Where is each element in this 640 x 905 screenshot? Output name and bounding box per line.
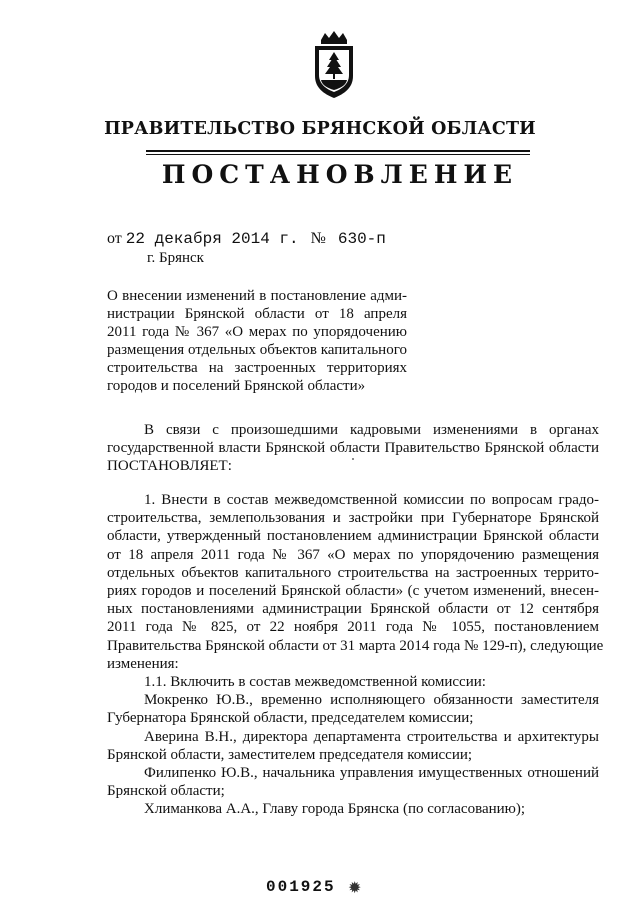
number-sign: № (310, 230, 326, 247)
item-1-1-line: Хлиманкова А.А., Главу города Брянска (по согласованию); (144, 801, 526, 818)
item-1-1-line: 1.1. Включить в состав межведомственной комиссии: (144, 674, 486, 690)
item-1-line: 2011 года № 825, от 22 ноября 2011 года № 1055, постановлением (107, 619, 599, 636)
subject-line: размещения отдельных объектов капитального (107, 342, 407, 359)
item-1-line: риях городов и поселений Брянской области» (с учетом изменений, внесен- (107, 582, 599, 599)
item-1 (107, 491, 604, 673)
document-number: 630-п (337, 230, 386, 248)
subject-line: строительства на застроенных территориях (107, 360, 407, 377)
coat-of-arms-icon (311, 30, 357, 100)
header-rule-thick (146, 150, 530, 152)
item-1-1-line: Мокренко Ю.В., временно исполняющего обязанности заместителя (144, 692, 599, 709)
item-1-line: Правительства Брянской области от 31 марта 2014 года № 129-п), следующие (107, 637, 604, 654)
document-subject (107, 287, 407, 396)
item-1-1-line: Аверина В.Н., директора департамента строительства и архитектуры (144, 728, 599, 745)
preamble (107, 421, 599, 476)
sun-mark-icon: ✹ (348, 880, 362, 897)
item-1-1-line: Брянской области; (107, 783, 225, 800)
preamble-line: государственной власти Брянской области Правительство Брянской области (107, 440, 599, 457)
preamble-line: В связи с произошедшими кадровыми изменениями в органах (144, 422, 599, 438)
scan-speck (352, 458, 354, 460)
item-1-line: отдельных объектов капитального строительства на застроенных террито- (107, 564, 599, 581)
subject-line: 2011 года № 367 «О мерах по упорядочению (107, 324, 407, 341)
government-title: ПРАВИТЕЛЬСТВО БРЯНСКОЙ ОБЛАСТИ (104, 119, 536, 139)
serial-number: 001925 (266, 878, 336, 896)
item-1-line: 1. Внести в состав межведомственной комиссии по вопросам градо- (144, 492, 599, 508)
item-1-line: изменения: (107, 655, 179, 672)
subject-line: О внесении изменений в постановление адми- (107, 288, 407, 304)
item-1-1-line: Брянской области, заместителем председателя комиссии; (107, 746, 473, 763)
document-type-title: ПОСТАНОВЛЕНИЕ (161, 160, 519, 189)
item-1-line: от 18 апреля 2011 года № 367 «О мерах по упорядочению размещения (107, 546, 599, 563)
preamble-line: ПОСТАНОВЛЯЕТ: (107, 458, 232, 475)
subject-line: нистрации Брянской области от 18 апреля (107, 306, 407, 323)
item-1-line: области, утвержденный постановлением администрации Брянской области (107, 528, 599, 545)
document-city: г. Брянск (147, 250, 204, 266)
header-rule-thin (146, 154, 530, 155)
subject-line: городов и поселений Брянской области» (107, 378, 366, 395)
item-1-line: строительства, землепользования и застройки при Губернаторе Брянской (107, 510, 599, 527)
document-date: 22 декабря 2014 г. (125, 230, 299, 248)
date-prefix: от (107, 230, 122, 247)
item-1-line: ных постановлениями администрации Брянской области от 12 сентября (107, 601, 599, 618)
item-1-1 (107, 673, 599, 819)
item-1-1-line: Губернатора Брянской области, председателем комиссии; (107, 710, 474, 727)
item-1-1-line: Филипенко Ю.В., начальника управления имущественных отношений (144, 764, 599, 781)
date-number-line (107, 230, 386, 248)
